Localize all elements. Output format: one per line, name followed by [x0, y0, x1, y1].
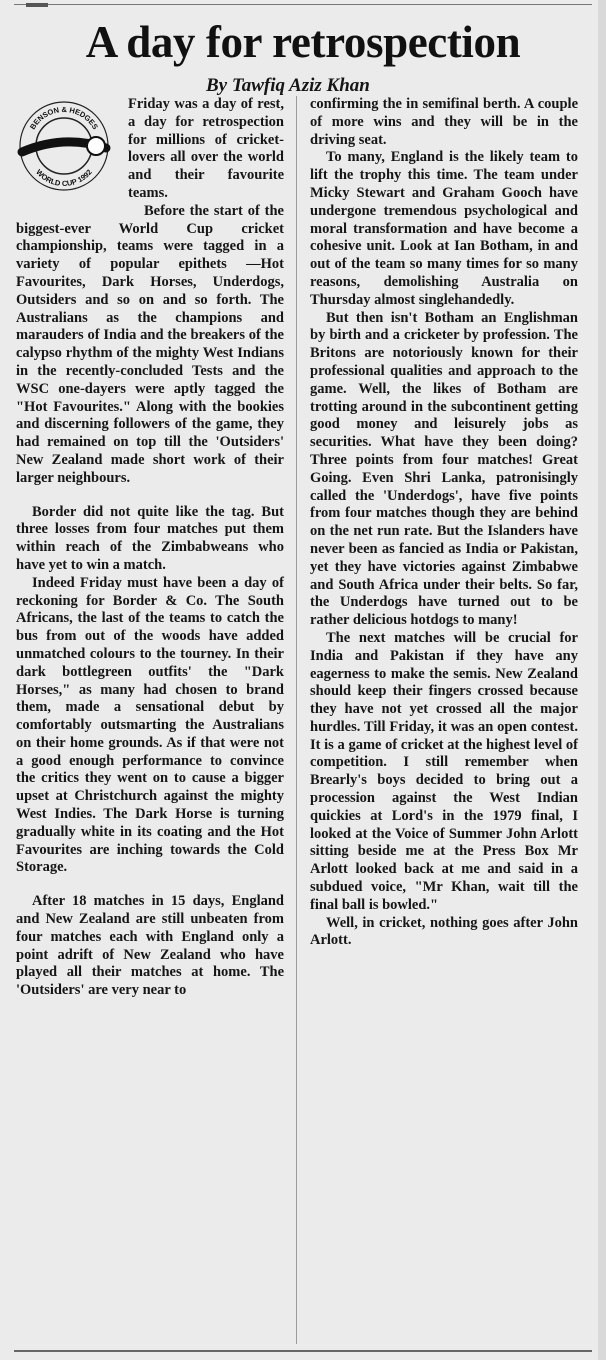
- right-paragraph: To many, England is the likely team to lift the trophy this time. The team under Micky Stewart and Graham Gooch have undergone tremendous psychological and moral transformation and have become a cohesive unit. Look at Ian Botham, in and out of the team so many times for so many reasons, demolishing Australia on Thursday almost singlehandedly.: [310, 149, 578, 308]
- top-rule: [14, 4, 592, 5]
- corner-mark: [26, 3, 48, 7]
- right-paragraph: confirming the in semifinal berth. A couple of more wins and they will be in the driving seat.: [310, 96, 578, 148]
- logo-text-top: BENSON & HEDGES: [27, 104, 101, 132]
- right-column: [310, 96, 578, 950]
- left-paragraph: Indeed Friday must have been a day of reckoning for Border & Co. The South Africans, the last of the teams to catch the bus from out of the woods have added unmatched colours to the tourney. In their dark bottlegreen outfits' the "Dark Horses," as many had chosen to brand them, made a sensational debut by comfortably outsmarting the Australians on their home grounds. As if that were not a good enough performance to convince the critics they went on to cause a bigger upset at Christchurch against the mighty West Indies. The Dark Horse is turning gradually white in its coating and the Hot Favourites are inching towards the Cold Storage.: [16, 574, 284, 876]
- column-rule: [296, 96, 297, 1344]
- right-paragraph: The next matches will be crucial for India and Pakistan if they have any eagerness to make the semis. New Zealand should keep their fingers crossed because they have not yet crossed all the major hurdles. Till Friday, it was an open contest. It is a game of cricket at the highest level of competition. I still remember when Brearly's boys decided to bring out a procession against the West Indian quickies at Lord's in the 1979 final, I looked at the Voice of Summer John Arlott sitting beside me at the Press Box Mr Arlott looked back at me and said in a subdued voice, "Mr Khan, wait till the final ball is bowled.": [310, 629, 578, 913]
- headline: A day for retrospection: [85, 17, 521, 67]
- bottom-rule: [14, 1350, 592, 1352]
- left-paragraph: Border did not quite like the tag. But three losses from four matches put them within reach of the Zimbabweans who have yet to win a match.: [16, 503, 284, 573]
- logo-text-bottom: WORLD CUP 1992: [34, 167, 94, 189]
- left-column: [16, 96, 284, 1000]
- left-paragraph: After 18 matches in 15 days, England and New Zealand are still unbeaten from four matches each with England only a point adrift of New Zealand who have played all their matches at home. The 'Outsiders' are very near to: [16, 893, 284, 999]
- byline: By Tawfiq Aziz Khan: [206, 75, 370, 96]
- right-paragraph: But then isn't Botham an Englishman by birth and a cricketer by profession. The Britons are notoriously known for their professional qualities and approach to the game. Well, the likes of Botham are trotting around in the subcontinent getting good money and leisurely jobs as securities. What have they been doing? Three points from four matches! Great Going. Even Shri Lanka, patronisingly called the 'Underdogs', have five points from four matches though they are behind on the net run rate. But the Islanders have never been as fancied as India or Pakistan, yet they have victories against Zimbabwe and South Africa under their belts. So far, the Underdogs have turned out to be rather delicious hotdogs to many!: [310, 309, 578, 629]
- logo-space: [16, 96, 128, 220]
- left-paragraph: Before the start of the biggest-ever World Cup cricket championship, teams were tagged in a variety of popular epithets —Hot Favourites, Dark Horses, Underdogs, Outsiders and so on and so forth. The Australians as the champions and marauders of India and the breakers of the calypso rhythm of the mighty West Indians in the recently-concluded Tests and the WSC one-dayers were aptly tagged the "Hot Favourites." Along with the bookies and discerning followers of the game, they had remained on top till the 'Outsiders' New Zealand made short work of their larger neighbours.: [16, 202, 284, 486]
- page-edge-shade: [598, 0, 606, 1360]
- right-paragraph: Well, in cricket, nothing goes after John Arlott.: [310, 914, 578, 949]
- left-paragraph: Friday was a day of rest, a day for retrospection for millions of cricket-lovers all over the world and their favourite teams.: [128, 96, 284, 201]
